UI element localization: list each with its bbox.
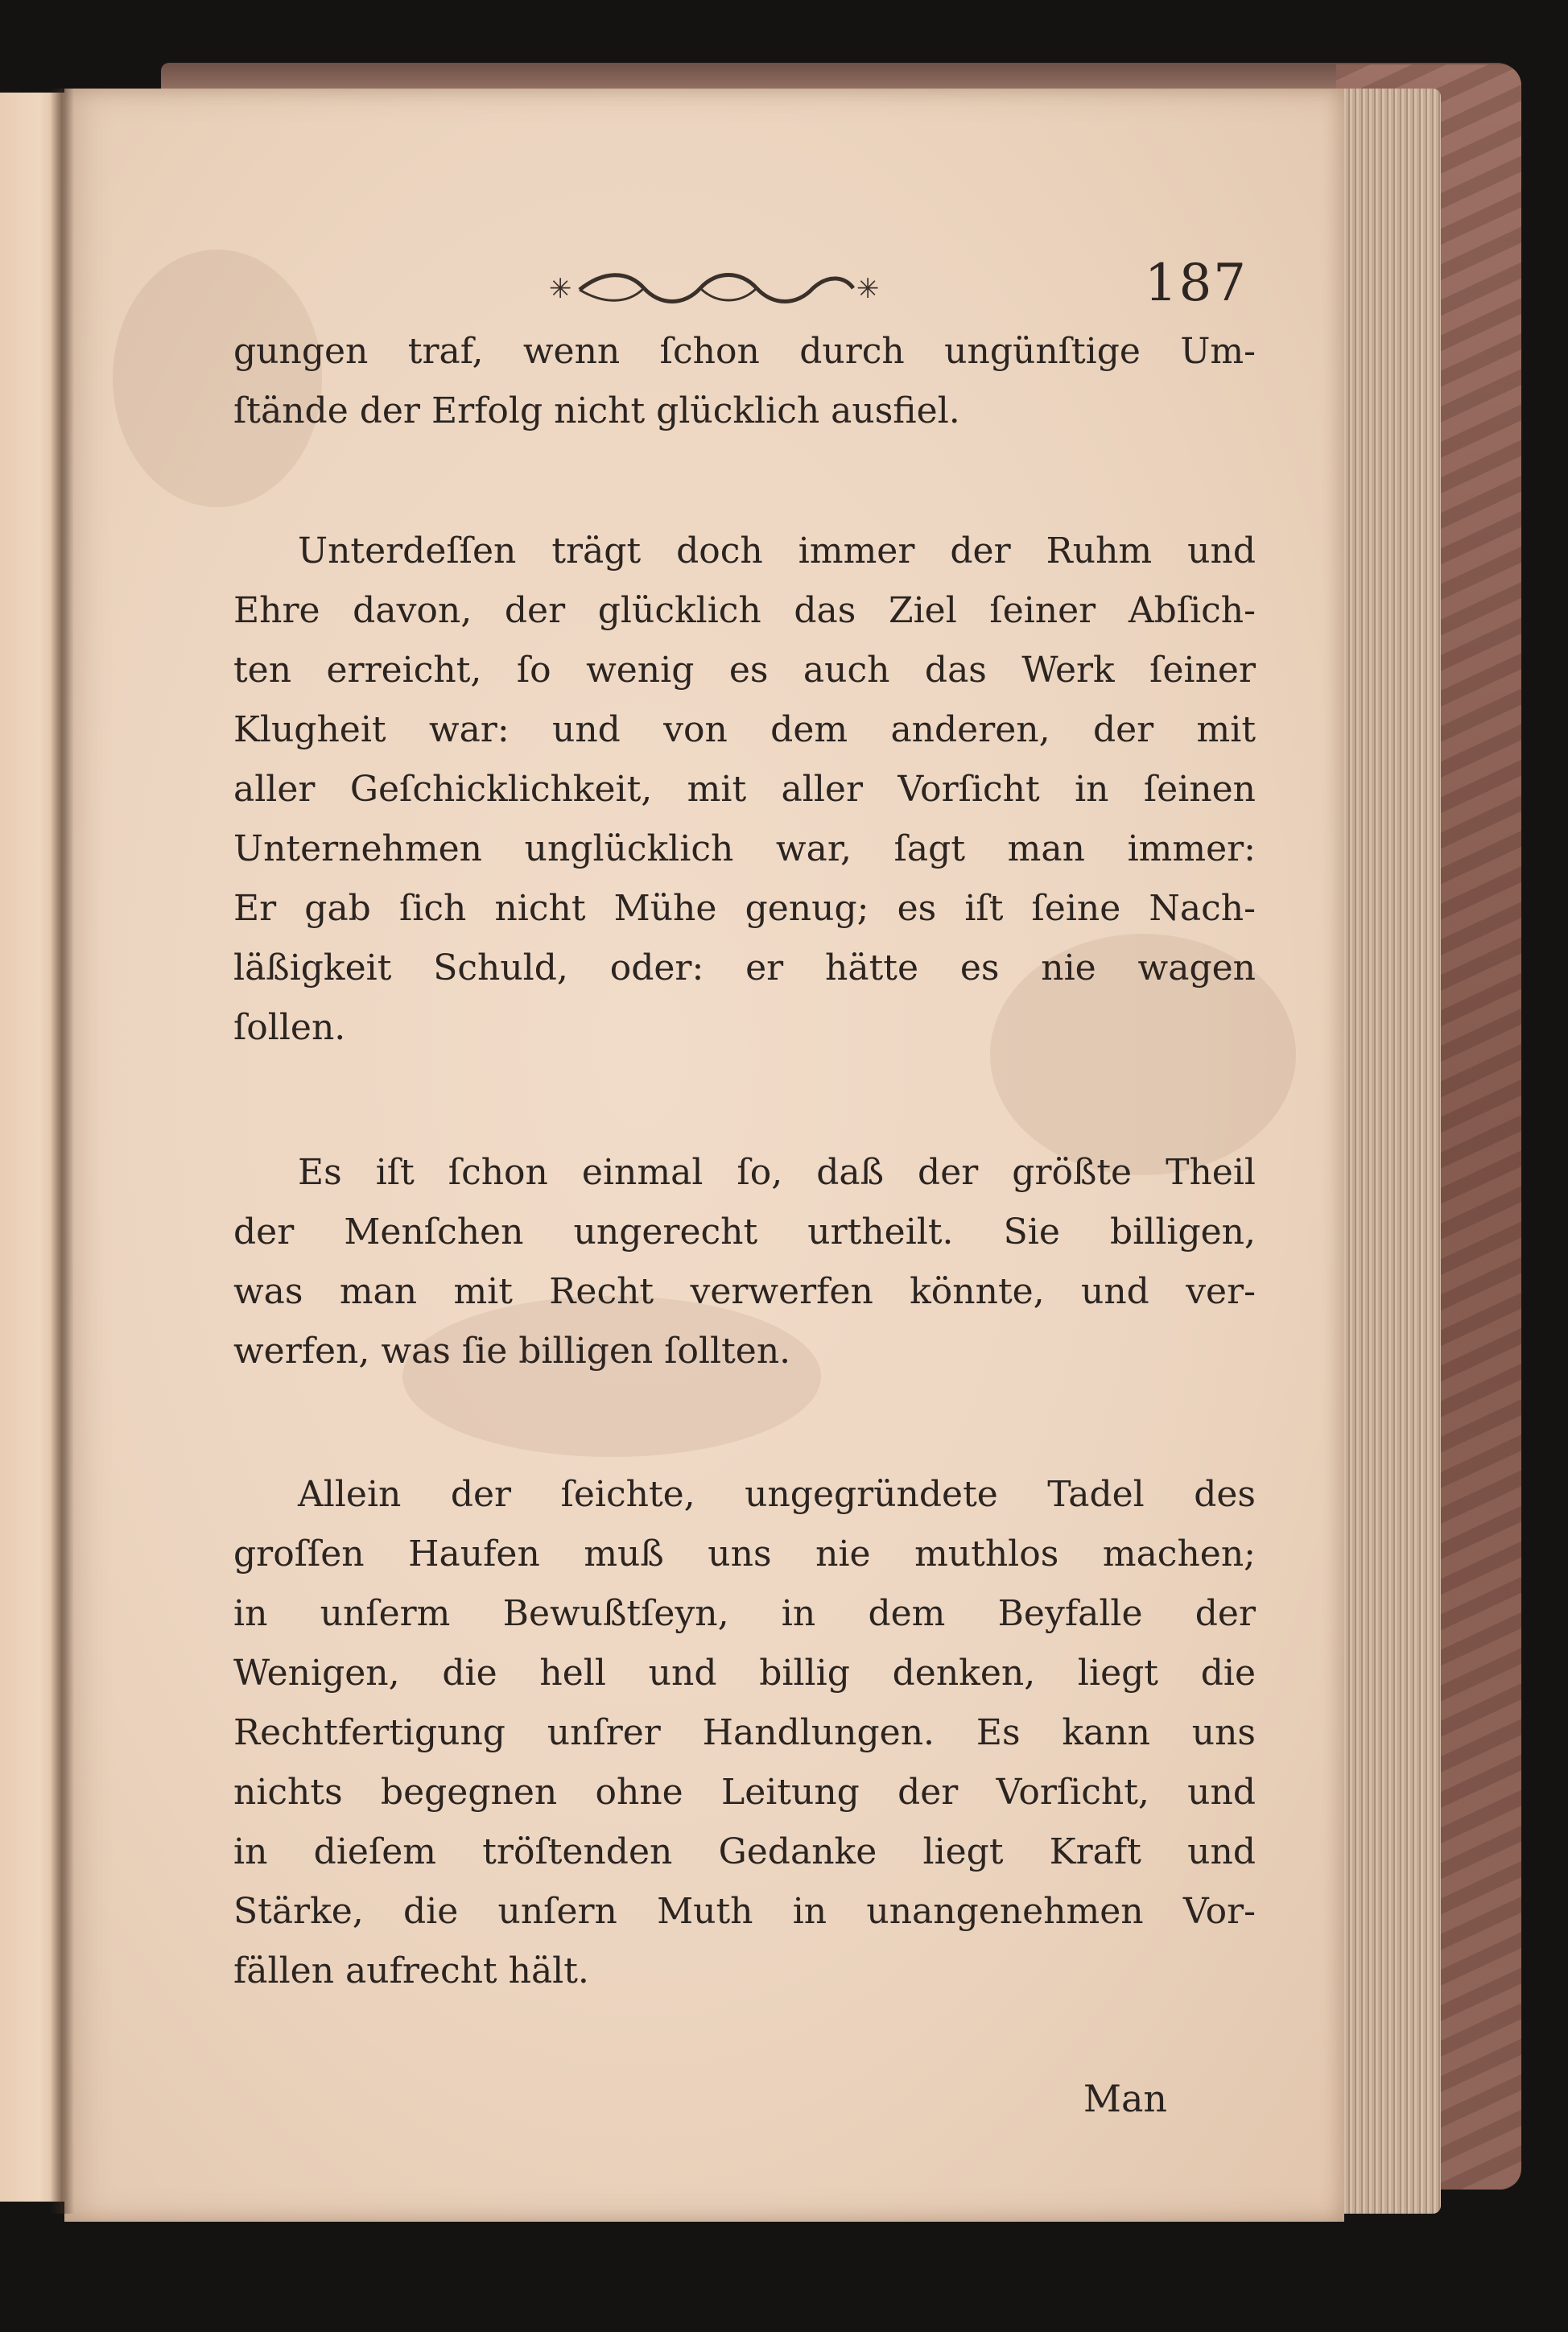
text-line: werfen, was ſie billigen ſollten. bbox=[233, 1331, 791, 1372]
text-line: ten erreicht, ſo wenig es auch das Werk ſeiner bbox=[233, 650, 1256, 691]
page-number: 187 bbox=[1144, 254, 1248, 313]
catchword: Man bbox=[1083, 2077, 1167, 2120]
paragraph bbox=[233, 1143, 1256, 1381]
text-line: ſtände der Erfolg nicht glücklich ausfiel. bbox=[233, 390, 960, 431]
text-line: Klugheit war: und von dem anderen, der mit bbox=[233, 709, 1256, 750]
text-line: in dieſem tröſtenden Gedanke liegt Kraft und bbox=[233, 1831, 1256, 1872]
text-line: der Menſchen ungerecht urtheilt. Sie billigen, bbox=[233, 1211, 1256, 1253]
text-line: Unterdeſſen trägt doch immer der Ruhm und bbox=[298, 530, 1256, 572]
text-line: Allein der ſeichte, ungegründete Tadel des bbox=[298, 1474, 1256, 1515]
text-line: nichts begegnen ohne Leitung der Vorſicht, und bbox=[233, 1772, 1256, 1813]
text-line: Wenigen, die hell und billig denken, liegt die bbox=[233, 1653, 1256, 1694]
text-line: Unternehmen unglücklich war, ſagt man immer: bbox=[233, 828, 1256, 869]
text-line: gungen traf, wenn ſchon durch ungünſtige Um- bbox=[233, 331, 1256, 372]
text-line: fällen aufrecht hält. bbox=[233, 1950, 589, 1991]
paragraph bbox=[233, 1465, 1256, 2001]
text-line: groſſen Haufen muß uns nie muthlos machen; bbox=[233, 1533, 1256, 1575]
text-line: was man mit Recht verwerfen könnte, und ver- bbox=[233, 1271, 1256, 1312]
text-line: Es iſt ſchon einmal ſo, daß der größte Theil bbox=[298, 1152, 1256, 1193]
body-text bbox=[233, 322, 1256, 2001]
text-line: läßigkeit Schuld, oder: er hätte es nie wagen bbox=[233, 947, 1256, 989]
ornament-icon bbox=[547, 264, 885, 312]
paragraph bbox=[233, 322, 1256, 441]
svg-text:✳: ✳ bbox=[856, 273, 880, 305]
text-line: in unſerm Bewußtſeyn, in dem Beyfalle der bbox=[233, 1593, 1256, 1634]
text-line: Rechtfertigung unſrer Handlungen. Es kann uns bbox=[233, 1712, 1256, 1753]
text-line: Ehre davon, der glücklich das Ziel ſeiner Abſich- bbox=[233, 590, 1256, 631]
text-line: Stärke, die unſern Muth in unangenehmen Vor- bbox=[233, 1891, 1256, 1932]
text-line: aller Geſchicklichkeit, mit aller Vorſicht in ſeinen bbox=[233, 769, 1256, 810]
text-line: ſollen. bbox=[233, 1007, 346, 1048]
svg-text:✳: ✳ bbox=[549, 273, 572, 305]
paragraph bbox=[233, 522, 1256, 1058]
text-line: Er gab ſich nicht Mühe genug; es iſt ſeine Nach- bbox=[233, 888, 1256, 929]
gutter-shadow bbox=[50, 89, 74, 2214]
book-page bbox=[64, 89, 1344, 2222]
